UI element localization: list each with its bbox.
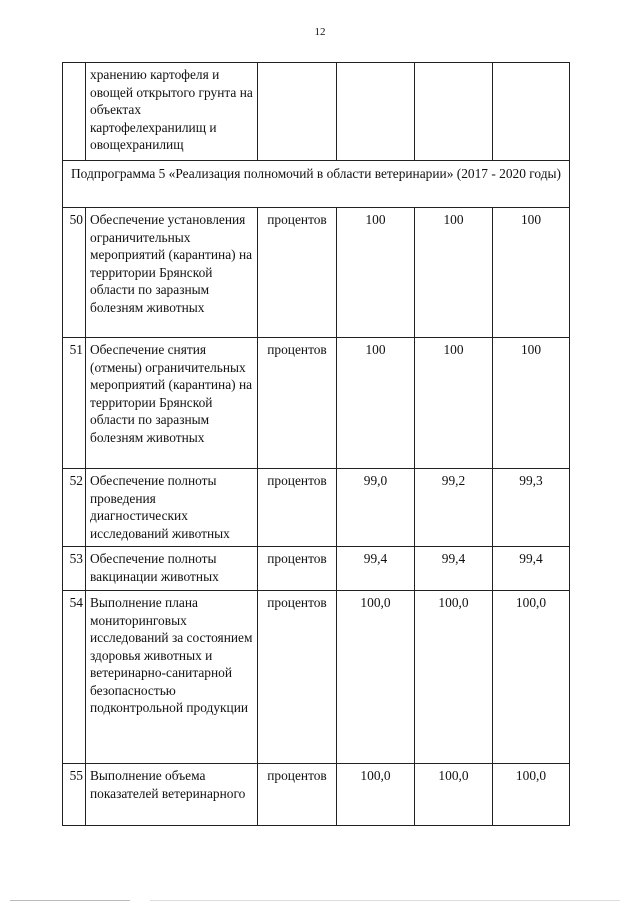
value-1: 100: [337, 208, 415, 338]
indicator-name: Обеспечение полноты проведения диагностических исследований животных: [86, 469, 258, 547]
indicator-name: Обеспечение снятия (отмены) ограничительных мероприятий (карантина) на территории Брянской области по заразным болезням животных: [86, 338, 258, 469]
indicator-name: Выполнение плана мониторинговых исследований за состоянием здоровья животных и ветеринарно-санитарной безопасностью подконтрольной продукции: [86, 591, 258, 764]
value-3: 100,0: [493, 764, 570, 826]
scan-edge-line: [150, 900, 620, 901]
unit: процентов: [258, 591, 337, 764]
unit-cell: [258, 63, 337, 161]
row-number: 50: [63, 208, 86, 338]
indicators-table: [62, 62, 570, 826]
value-3: 99,3: [493, 469, 570, 547]
value-1: 99,4: [337, 547, 415, 591]
indicator-name: Выполнение объема показателей ветеринарного: [86, 764, 258, 826]
value-2: 100: [415, 208, 493, 338]
value-2: 99,4: [415, 547, 493, 591]
value-cell-1: [337, 63, 415, 161]
value-2: 100: [415, 338, 493, 469]
value-3: 100,0: [493, 591, 570, 764]
value-3: 100: [493, 338, 570, 469]
value-1: 100: [337, 338, 415, 469]
table-row: [63, 469, 570, 547]
value-1: 100,0: [337, 591, 415, 764]
indicator-name: Обеспечение установления ограничительных мероприятий (карантина) на территории Брянской области по заразным болезням животных: [86, 208, 258, 338]
page-number: 12: [314, 26, 326, 38]
table-row: [63, 208, 570, 338]
indicator-name-cell: хранению картофеля и овощей открытого грунта на объектах картофелехранилищ и овощехранилищ: [86, 63, 258, 161]
row-number: 53: [63, 547, 86, 591]
value-2: 100,0: [415, 591, 493, 764]
table-row: [63, 338, 570, 469]
value-2: 99,2: [415, 469, 493, 547]
row-number: 54: [63, 591, 86, 764]
value-1: 100,0: [337, 764, 415, 826]
row-number-cell: [63, 63, 86, 161]
value-cell-2: [415, 63, 493, 161]
value-2: 100,0: [415, 764, 493, 826]
row-number: 51: [63, 338, 86, 469]
table-row: [63, 591, 570, 764]
table-row: [63, 764, 570, 826]
subprogram-heading: Подпрограмма 5 «Реализация полномочий в области ветеринарии» (2017 - 2020 годы): [63, 161, 570, 208]
row-number: 55: [63, 764, 86, 826]
unit: процентов: [258, 764, 337, 826]
scan-edge-line: [10, 900, 130, 901]
table-row-continuation: [63, 63, 570, 161]
unit: процентов: [258, 547, 337, 591]
value-cell-3: [493, 63, 570, 161]
value-3: 100: [493, 208, 570, 338]
indicator-name: Обеспечение полноты вакцинации животных: [86, 547, 258, 591]
subprogram-heading-row: [63, 161, 570, 208]
unit: процентов: [258, 338, 337, 469]
row-number: 52: [63, 469, 86, 547]
value-3: 99,4: [493, 547, 570, 591]
unit: процентов: [258, 469, 337, 547]
unit: процентов: [258, 208, 337, 338]
value-1: 99,0: [337, 469, 415, 547]
table-row: [63, 547, 570, 591]
